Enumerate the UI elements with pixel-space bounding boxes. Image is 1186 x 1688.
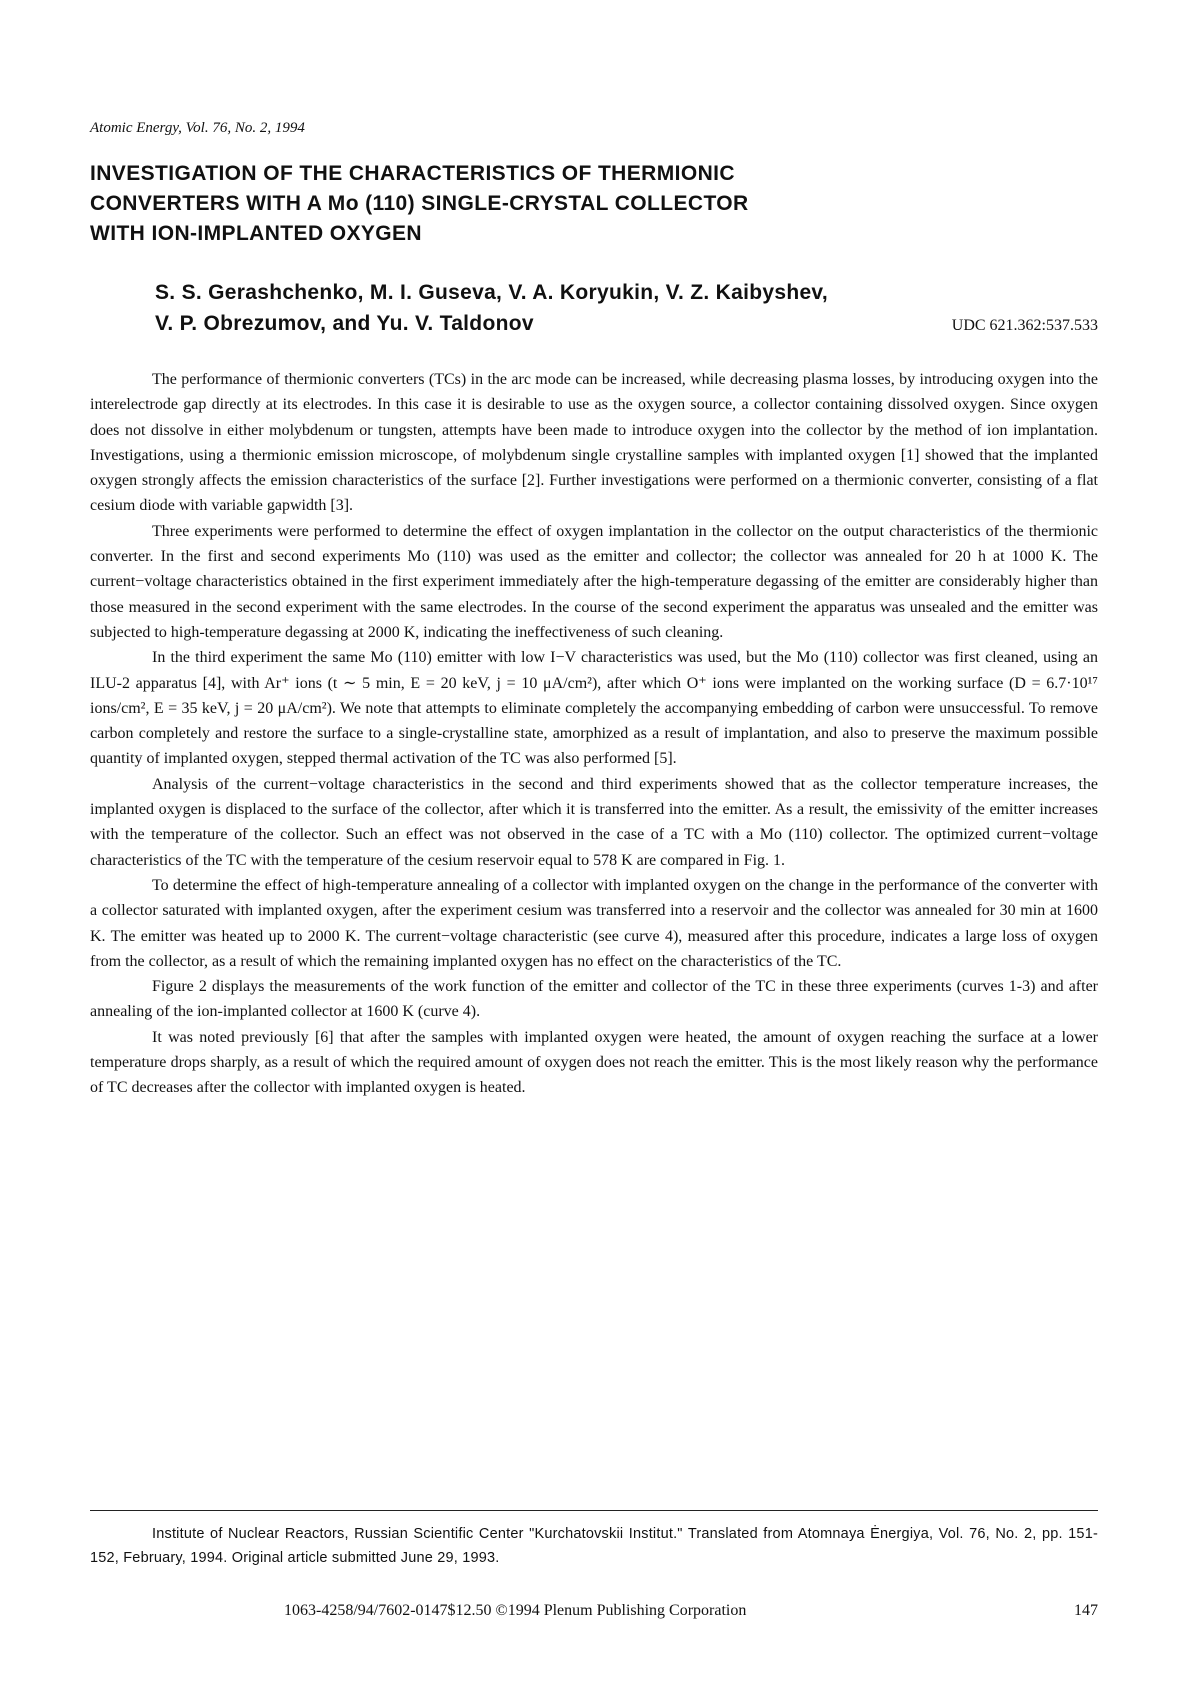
body-paragraph: It was noted previously [6] that after the samples with implanted oxygen were heated, the amount of oxygen reaching the surface at a lower temperature drops sharply, as a result of which the required amount of oxygen does not reach the emitter. This is the most likely reason why the performance of TC decreases after the collector with implanted oxygen is heated. bbox=[90, 1028, 1098, 1097]
body-paragraph: Figure 2 displays the measurements of the work function of the emitter and collector of the TC in these three experiments (curves 1-3) and after annealing of the ion-implanted collector at 1600 K (curve 4). bbox=[90, 978, 1098, 1021]
authors-line: S. S. Gerashchenko, M. I. Guseva, V. A. Koryukin, V. Z. Kaibyshev, bbox=[155, 281, 828, 304]
authors-line-with-udc bbox=[155, 308, 1098, 341]
title-line: CONVERTERS WITH A Mo (110) SINGLE-CRYSTAL COLLECTOR bbox=[90, 192, 749, 215]
copyright-line: 1063-4258/94/7602-0147$12.50 ©1994 Plenum Publishing Corporation bbox=[284, 1602, 747, 1619]
udc-code: UDC 621.362:537.533 bbox=[951, 317, 1098, 334]
affiliation-footnote: Institute of Nuclear Reactors, Russian Scientific Center "Kurchatovskii Institut." Translated from Atomnaya Ėnergiya, Vol. 76, No. 2, pp. 151-152, February, 1994. Original article submitted June 29, 1993. bbox=[90, 1526, 1098, 1566]
body-paragraph: To determine the effect of high-temperature annealing of a collector with implanted oxygen on the change in the performance of the converter with a collector saturated with implanted oxygen, after the experiment cesium was transferred into a reservoir and the collector was annealed for 30 min at 1600 K. The emitter was heated up to 2000 K. The current−voltage characteristic (see curve 4), measured after this procedure, indicates a large loss of oxygen from the collector, as a result of which the remaining implanted oxygen has no effect on the characteristics of the TC. bbox=[90, 876, 1098, 970]
body-paragraph: Three experiments were performed to determine the effect of oxygen implantation in the collector on the output characteristics of the thermionic converter. In the first and second experiments Mo (110) was used as the emitter and collector; the collector was annealed for 20 h at 1000 K. The current−voltage characteristics obtained in the first experiment immediately after the high-temperature degassing of the emitter are considerably higher than those measured in the second experiment with the same electrodes. In the course of the second experiment the apparatus was unsealed and the emitter was subjected to high-temperature degassing at 2000 K, indicating the ineffectiveness of such cleaning. bbox=[90, 522, 1098, 641]
authors-block bbox=[90, 277, 1098, 341]
article-title bbox=[90, 159, 1098, 249]
body-paragraph: The performance of thermionic converters (TCs) in the arc mode can be increased, while decreasing plasma losses, by introducing oxygen into the interelectrode gap directly at its electrodes. In this case it is desirable to use as the oxygen source, a collector containing dissolved oxygen. Since oxygen does not dissolve in either molybdenum or tungsten, attempts have been made to introduce oxygen into the collector by the method of ion implantation. Investigations, using a thermionic emission microscope, of molybdenum single crystalline samples with implanted oxygen [1] showed that the implanted oxygen strongly affects the emission characteristics of the surface [2]. Further investigations were performed on a thermionic converter, consisting of a flat cesium diode with variable gapwidth [3]. bbox=[90, 371, 1098, 515]
body-paragraph: Analysis of the current−voltage characteristics in the second and third experiments showed that as the collector temperature increases, the implanted oxygen is displaced to the surface of the collector, after which it is transferred into the emitter. As a result, the emissivity of the emitter increases with the temperature of the collector. Such an effect was not observed in the case of a TC with a Mo (110) collector. The optimized current−voltage characteristics of the TC with the temperature of the cesium reservoir equal to 578 K are compared in Fig. 1. bbox=[90, 775, 1098, 869]
journal-page bbox=[90, 120, 1098, 1101]
title-line: INVESTIGATION OF THE CHARACTERISTICS OF THERMIONIC bbox=[90, 162, 735, 185]
page-number: 147 bbox=[1074, 1602, 1098, 1619]
body-paragraph: In the third experiment the same Mo (110) emitter with low I−V characteristics was used, but the Mo (110) collector was first cleaned, using an ILU-2 apparatus [4], with Ar⁺ ions (t ∼ 5 min, E = 20 keV, j = 10 μA/cm²), after which O⁺ ions were implanted on the working surface (D = 6.7·10¹⁷ ions/cm², E = 35 keV, j = 20 μA/cm²). We note that attempts to eliminate completely the accompanying embedding of carbon were unsuccessful. To remove carbon completely and restore the surface to a single-crystalline state, amorphized as a result of implantation, and also to preserve the maximum possible quantity of implanted oxygen, stepped thermal activation of the TC was also performed [5]. bbox=[90, 649, 1098, 768]
journal-citation: Atomic Energy, Vol. 76, No. 2, 1994 bbox=[90, 120, 305, 136]
title-line: WITH ION-IMPLANTED OXYGEN bbox=[90, 222, 422, 245]
footnote-divider bbox=[90, 1510, 1098, 1511]
authors-line: V. P. Obrezumov, and Yu. V. Taldonov bbox=[155, 312, 534, 335]
article-body bbox=[90, 367, 1098, 1101]
